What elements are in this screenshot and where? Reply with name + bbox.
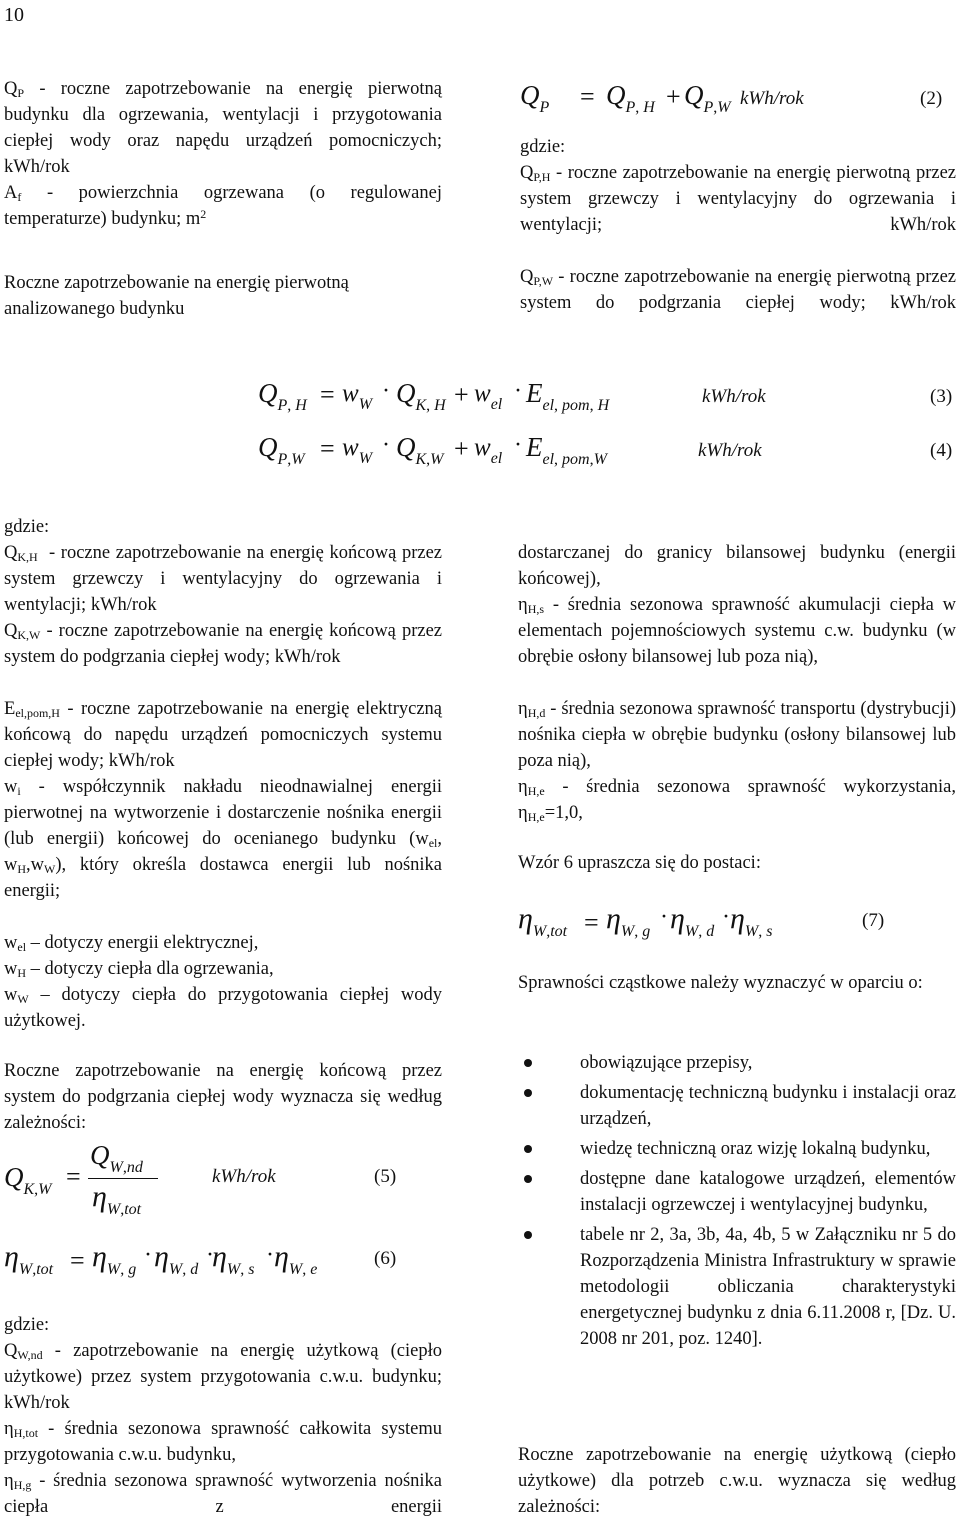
equation-3: QP, H = wW · QK, H + wel · Eel, pom, H kWh/rok (3) (258, 378, 953, 414)
ehg-definition: $\eta_{H,g}$ - średnia sezonowa sprawność wytworzenia nośnika ciepła z energii (4, 1471, 443, 1517)
list-item: dostępne dane katalogowe urządzeń, elementów instalacji ogrzewczej i wentylacyjnej budynku, (518, 1166, 956, 1218)
equation-7: ηW,tot = ηW, g · ηW, d · ηW, s (7) (518, 902, 885, 940)
wh-text: dotyczy ciepła dla ogrzewania, (44, 959, 274, 979)
bullet-icon (524, 1231, 532, 1239)
roczne-koncowa: Roczne zapotrzebowanie na energię końcową przez system do podgrzania ciepłej wody wyznacza się według zależności: (4, 1061, 442, 1133)
elpomh-text: - roczne zapotrzebowanie na energię elektryczną końcową do napędu urządzeń pomocniczych systemu ciepłej wody; kWh/rok (4, 699, 442, 771)
energia-koncowa-cont: dostarczanej do granicy bilansowej budynku (energii końcowej), (518, 543, 956, 589)
elpomh-definition: $E_{el,pom,H}$ - roczne zapotrzebowanie na energię elektryczną końcową do napędu urządzeń pomocniczych systemu ciepłej wody; kWh/rok (4, 699, 442, 771)
bullet-icon (524, 1059, 532, 1067)
wel-definition: $w_{el}$ – dotyczy energii elektrycznej, (4, 933, 259, 954)
equation-4: QP,W = wW · QK,W + wel · Eel, pom,W kWh/rok (4) (258, 432, 953, 468)
ehs-text: - średnia sezonowa sprawność akumulacji ciepła w elementach pojemnościowych systemu c.w. budynku (w obrębie osłony bilansowej lub poza nią), (518, 595, 956, 667)
ehe-definition: $\eta_{H,e}$ - średnia sezonowa sprawność wykorzystania, $\eta_{H,e}=1,0$, (518, 777, 956, 824)
bullet-icon (524, 1145, 532, 1153)
bullet-icon (524, 1089, 532, 1097)
qph-definition: $Q_{P,H}$ - roczne zapotrzebowanie na energię pierwotną przez system grzewczy i wentylacyjny do ogrzewania i wentylacji; kWh/rok (520, 163, 956, 235)
qwnd-text: - zapotrzebowanie na energię użytkową (ciepło użytkowe) przez system przygotowania c.w.u. budynku; kWh/rok (4, 1341, 443, 1413)
sprawnosci-text: Sprawności cząstkowe należy wyznaczyć w oparciu o: (518, 973, 923, 993)
af-symbol: $A_f$ (4, 183, 22, 204)
gdzie-label-left: gdzie: (4, 517, 50, 537)
eq2-number: (2) (920, 88, 943, 109)
eq6-number: (6) (374, 1248, 397, 1269)
wzor6-text: Wzór 6 upraszcza się do postaci: (518, 853, 761, 873)
qph-text: - roczne zapotrzebowanie na energię pierwotną przez system grzewczy i wentylacyjny do ogrzewania i wentylacji; kWh/rok (520, 163, 956, 235)
qkh-text: - roczne zapotrzebowanie na energię końcową przez system grzewczy i wentylacyjny do ogrzewania i wentylacji; kWh/rok (4, 543, 442, 615)
equation-5: QK,W = QW,nd ηW,tot kWh/rok (5) (4, 1140, 397, 1218)
bullet-list (518, 1050, 956, 1352)
eq4-number: (4) (930, 440, 953, 461)
wel-text: dotyczy energii elektrycznej, (44, 933, 259, 953)
ehs-definition: $\eta_{H,s}$ - średnia sezonowa sprawność akumulacji ciepła w elementach pojemnościowych systemu c.w. budynku (w obrębie osłony bilansowej lub poza nią), (518, 595, 956, 667)
list-item: obowiązujące przepisy, (518, 1050, 956, 1076)
ww-definition: $w_W$ – dotyczy ciepła do przygotowania ciepłej wody użytkowej. (4, 985, 442, 1031)
af-definition: $A_f$ - powierzchnia ogrzewana (o regulowanej temperaturze) budynku; $m^2$ (4, 183, 442, 229)
bullet-icon (524, 1175, 532, 1183)
page-number: 10 (4, 4, 24, 26)
qp-text: - roczne zapotrzebowanie na energię pierwotną budynku dla ogrzewania, wentylacji i przygotowania ciepłej wody oraz napędu urządzeń pomocniczych; kWh/rok (4, 79, 443, 177)
qpw-text: - roczne zapotrzebowanie na energię pierwotną przez system do podgrzania ciepłej wody; kWh/rok (520, 267, 956, 313)
eq7-number: (7) (862, 910, 885, 931)
ehd-text: - średnia sezonowa sprawność transportu (dystrybucji) nośnika ciepła w obrębie budynku (osłony bilansowej lub poza nią), (518, 699, 956, 771)
equation-2: QP = QP, H + QP,W kWh/rok (2) (520, 80, 943, 116)
qkh-definition: $Q_{K,H}$ - roczne zapotrzebowanie na energię końcową przez system grzewczy i wentylacyjny do ogrzewania i wentylacji; kWh/rok (4, 543, 442, 615)
ehd-definition: $\eta_{H,d}$ - średnia sezonowa sprawność transportu (dystrybucji) nośnika ciepła w obrębie budynku (osłony bilansowej lub poza nią), (518, 699, 956, 771)
ehtot-definition: $\eta_{H,tot}$ - średnia sezonowa sprawność całkowita systemu przygotowania c.w.u. budynku, (4, 1419, 443, 1465)
list-item: wiedzę techniczną oraz wizję lokalną budynku, (518, 1136, 956, 1162)
list-item: dokumentację techniczną budynku i instalacji oraz urządzeń, (518, 1080, 956, 1132)
ehg-text: - średnia sezonowa sprawność wytworzenia nośnika ciepła z energii (4, 1471, 443, 1517)
eq3-number: (3) (930, 386, 953, 407)
eq2-unit: kWh/rok (740, 88, 804, 109)
equation-6: ηW,tot = ηW, g · ηW, d · ηW, s · ηW, e (6) (4, 1240, 397, 1278)
wi-text-1: - współczynnik nakładu nieodnawialnej energii pierwotnej na wytworzenie i dostarczenie nośnika energii (lub energii) końcowej do ocenianego budynku (w (4, 777, 442, 849)
roczne-intro: Roczne zapotrzebowanie na energię pierwotną analizowanego budynku (4, 273, 349, 319)
roczne-uzytkowa: Roczne zapotrzebowanie na energię użytkową (ciepło użytkowe) dla potrzeb c.w.u. wyznacza się według zależności: (518, 1445, 956, 1517)
wi-definition: $w_i$ - współczynnik nakładu nieodnawialnej energii pierwotnej na wytworzenie i dostarczenie nośnika energii (lub energii) końcowej do ocenianego budynku ($w_{el}$, $w_H,w_W$), który określa dostawca energii lub nośnika energii; (4, 777, 442, 901)
list-item: tabele nr 2, 3a, 3b, 4a, 4b, 5 w Załączniku nr 5 do Rozporządzenia Ministra Infrastruktury w sprawie metodologii obliczania charakterystyki energetycznej budynku z dnia 6.11.2008 r, [Dz. U. 2008 nr 201, poz. 1240]. (518, 1222, 956, 1352)
ehe-value: =1,0, (544, 803, 583, 823)
ehe-text: - średnia sezonowa sprawność wykorzystania, (562, 777, 956, 797)
qpw-definition: $Q_{P,W}$ - roczne zapotrzebowanie na energię pierwotną przez system do podgrzania ciepłej wody; kWh/rok (520, 267, 956, 313)
qp-symbol: $Q_P$ (4, 79, 25, 100)
qwnd-definition: $Q_{W,nd}$ - zapotrzebowanie na energię użytkową (ciepło użytkowe) przez system przygotowania c.w.u. budynku; kWh/rok (4, 1341, 443, 1413)
eq5-unit: kWh/rok (212, 1166, 276, 1187)
ww-text: dotyczy ciepła do przygotowania ciepłej wody użytkowej. (4, 985, 442, 1031)
eq3-unit: kWh/rok (702, 386, 766, 407)
af-text: - powierzchnia ogrzewana (o regulowanej temperaturze) budynku; m (4, 183, 442, 229)
qkw-text: - roczne zapotrzebowanie na energię końcową przez system do podgrzania ciepłej wody; kWh/rok (4, 621, 443, 667)
eq4-unit: kWh/rok (698, 440, 762, 461)
eq5-number: (5) (374, 1166, 397, 1187)
qp-definition (4, 76, 442, 180)
gdzie-label-top: gdzie: (520, 137, 566, 157)
qkw-definition: $Q_{K,W}$ - roczne zapotrzebowanie na energię końcową przez system do podgrzania ciepłej wody; kWh/rok (4, 621, 443, 667)
gdzie-label-left-2: gdzie: (4, 1315, 50, 1335)
wh-definition: $w_H$ – dotyczy ciepła dla ogrzewania, (4, 959, 274, 980)
ehtot-text: - średnia sezonowa sprawność całkowita systemu przygotowania c.w.u. budynku, (4, 1419, 443, 1465)
wi-text-2: ), który określa dostawca energii lub nośnika energii; (4, 855, 442, 901)
